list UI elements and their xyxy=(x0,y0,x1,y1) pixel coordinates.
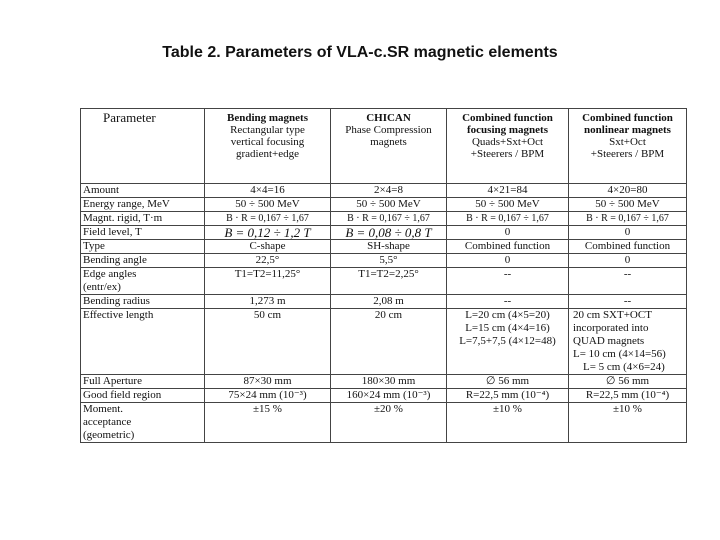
cell: T1=T2=2,25° xyxy=(331,268,447,295)
cell: ∅ 56 mm xyxy=(447,375,569,389)
cell: ±15 % xyxy=(205,403,331,443)
row-bending-angle xyxy=(81,254,687,268)
row-bending-radius xyxy=(81,295,687,309)
cell: 20 cm xyxy=(331,309,447,375)
cell: B · R = 0,167 ÷ 1,67 xyxy=(447,212,569,226)
cell: 50 ÷ 500 MeV xyxy=(447,198,569,212)
cell: 160×24 mm (10⁻³) xyxy=(331,389,447,403)
cell: 180×30 mm xyxy=(331,375,447,389)
cell: 0 xyxy=(447,254,569,268)
header-combined-focusing: Combined function focusing magnets Quads+Sxt+Oct +Steerers / BPM xyxy=(447,109,569,184)
header-combined-nonlinear: Combined function nonlinear magnets Sxt+Oct +Steerers / BPM xyxy=(569,109,687,184)
cell: C-shape xyxy=(205,240,331,254)
row-label: Moment. acceptance (geometric) xyxy=(81,403,205,443)
cell: 0 xyxy=(447,226,569,240)
header-bending-magnets: Bending magnets Rectangular type vertical focusing gradient+edge xyxy=(205,109,331,184)
cell: 50 ÷ 500 MeV xyxy=(331,198,447,212)
cell: 4×21=84 xyxy=(447,184,569,198)
row-edge-angles xyxy=(81,268,687,295)
row-amount xyxy=(81,184,687,198)
cell: 5,5° xyxy=(331,254,447,268)
cell: 75×24 mm (10⁻³) xyxy=(205,389,331,403)
cell: B = 0,12 ÷ 1,2 T xyxy=(205,226,331,240)
row-label: Effective length xyxy=(81,309,205,375)
cell: ∅ 56 mm xyxy=(569,375,687,389)
row-label: Edge angles (entr/ex) xyxy=(81,268,205,295)
cell: L=20 cm (4×5=20) L=15 cm (4×4=16) L=7,5+7,5 (4×12=48) xyxy=(447,309,569,375)
cell: B · R = 0,167 ÷ 1,67 xyxy=(205,212,331,226)
table-title: Table 2. Parameters of VLA-c.SR magnetic elements xyxy=(162,44,558,61)
cell: 2×4=8 xyxy=(331,184,447,198)
cell: B = 0,08 ÷ 0,8 T xyxy=(331,226,447,240)
cell: 87×30 mm xyxy=(205,375,331,389)
cell: 22,5° xyxy=(205,254,331,268)
cell: 4×4=16 xyxy=(205,184,331,198)
cell: -- xyxy=(569,268,687,295)
cell: T1=T2=11,25° xyxy=(205,268,331,295)
cell: -- xyxy=(569,295,687,309)
cell: -- xyxy=(447,268,569,295)
cell: 0 xyxy=(569,254,687,268)
cell: Combined function xyxy=(447,240,569,254)
cell: ±20 % xyxy=(331,403,447,443)
row-label: Amount xyxy=(81,184,205,198)
cell: 50 ÷ 500 MeV xyxy=(205,198,331,212)
row-label: Good field region xyxy=(81,389,205,403)
cell: B · R = 0,167 ÷ 1,67 xyxy=(569,212,687,226)
cell: Combined function xyxy=(569,240,687,254)
row-label: Type xyxy=(81,240,205,254)
row-full-aperture xyxy=(81,375,687,389)
row-energy xyxy=(81,198,687,212)
row-label: Field level, T xyxy=(81,226,205,240)
cell: 20 cm SXT+OCT incorporated into QUAD magnets L= 10 cm (4×14=56) L= 5 cm (4×6=24) xyxy=(569,309,687,375)
row-field-level xyxy=(81,226,687,240)
row-effective-length xyxy=(81,309,687,375)
cell: B · R = 0,167 ÷ 1,67 xyxy=(331,212,447,226)
cell: R=22,5 mm (10⁻⁴) xyxy=(447,389,569,403)
row-rigidity xyxy=(81,212,687,226)
cell: 4×20=80 xyxy=(569,184,687,198)
row-label: Bending angle xyxy=(81,254,205,268)
row-label: Magnt. rigid, T·m xyxy=(81,212,205,226)
cell: SH-shape xyxy=(331,240,447,254)
header-row xyxy=(81,109,687,184)
parameters-table xyxy=(80,108,687,443)
cell: 1,273 m xyxy=(205,295,331,309)
cell: 2,08 m xyxy=(331,295,447,309)
header-chican: CHICAN Phase Compression magnets xyxy=(331,109,447,184)
cell: R=22,5 mm (10⁻⁴) xyxy=(569,389,687,403)
header-parameter: Parameter xyxy=(81,109,205,184)
cell: ±10 % xyxy=(569,403,687,443)
row-moment-acceptance xyxy=(81,403,687,443)
row-good-field xyxy=(81,389,687,403)
cell: 0 xyxy=(569,226,687,240)
cell: -- xyxy=(447,295,569,309)
row-label: Bending radius xyxy=(81,295,205,309)
cell: ±10 % xyxy=(447,403,569,443)
row-label: Energy range, MeV xyxy=(81,198,205,212)
row-type xyxy=(81,240,687,254)
row-label: Full Aperture xyxy=(81,375,205,389)
cell: 50 ÷ 500 MeV xyxy=(569,198,687,212)
cell: 50 cm xyxy=(205,309,331,375)
